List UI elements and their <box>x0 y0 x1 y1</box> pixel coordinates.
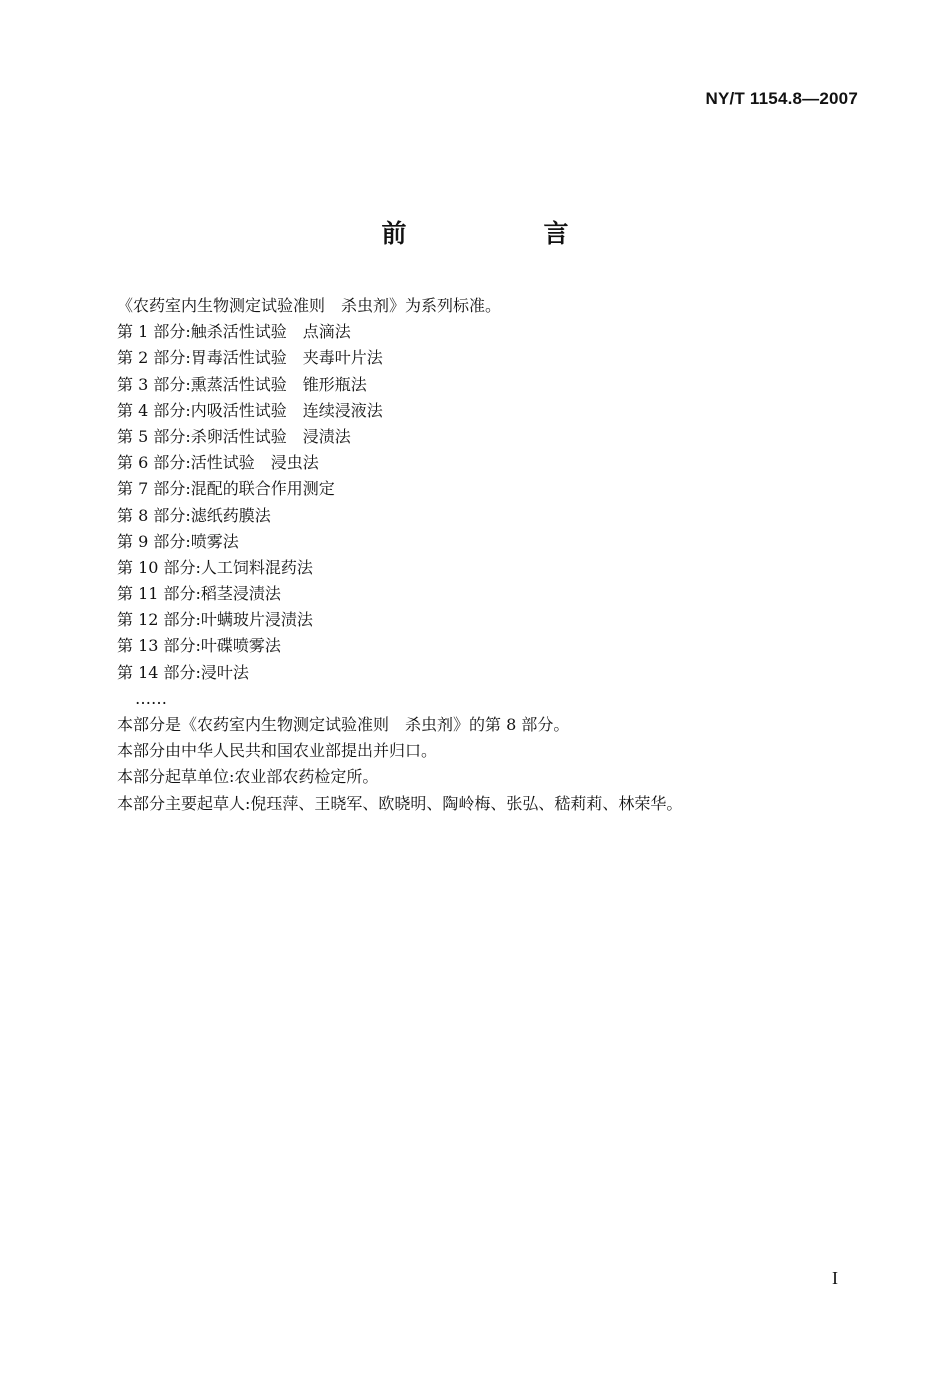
part-item-1: 第 1 部分:触杀活性试验 点滴法 <box>117 322 351 342</box>
page-title: 前 言 <box>381 219 625 248</box>
note-series-part: 本部分是《农药室内生物测定试验准则 杀虫剂》的第 8 部分。 <box>117 715 570 734</box>
ellipsis-line: …… <box>135 688 167 708</box>
foreword-body <box>117 293 877 817</box>
note-drafters: 本部分主要起草人:倪珏萍、王晓军、欧晓明、陶岭梅、张弘、嵇莉莉、林荣华。 <box>117 793 683 813</box>
page-number: I <box>832 1268 838 1288</box>
part-item-8: 第 8 部分:滤纸药膜法 <box>117 505 271 525</box>
part-item-7: 第 7 部分:混配的联合作用测定 <box>117 479 335 499</box>
part-item-13: 第 13 部分:叶碟喷雾法 <box>117 636 281 656</box>
part-item-5: 第 5 部分:杀卵活性试验 浸渍法 <box>117 426 351 446</box>
part-item-4: 第 4 部分:内吸活性试验 连续浸液法 <box>117 400 383 420</box>
part-item-3: 第 3 部分:熏蒸活性试验 锥形瓶法 <box>117 374 367 394</box>
note-drafting-unit: 本部分起草单位:农业部农药检定所。 <box>117 767 379 787</box>
part-item-12: 第 12 部分:叶螨玻片浸渍法 <box>117 610 313 630</box>
intro-line: 《农药室内生物测定试验准则 杀虫剂》为系列标准。 <box>117 296 502 315</box>
part-item-14: 第 14 部分:浸叶法 <box>117 662 249 682</box>
standard-code: NY/T 1154.8—2007 <box>705 89 858 108</box>
part-item-6: 第 6 部分:活性试验 浸虫法 <box>117 453 319 473</box>
part-item-2: 第 2 部分:胃毒活性试验 夹毒叶片法 <box>117 348 383 368</box>
part-item-11: 第 11 部分:稻茎浸渍法 <box>117 584 281 604</box>
part-item-9: 第 9 部分:喷雾法 <box>117 531 239 551</box>
part-item-10: 第 10 部分:人工饲料混药法 <box>117 557 313 577</box>
note-proposer: 本部分由中华人民共和国农业部提出并归口。 <box>117 741 438 761</box>
